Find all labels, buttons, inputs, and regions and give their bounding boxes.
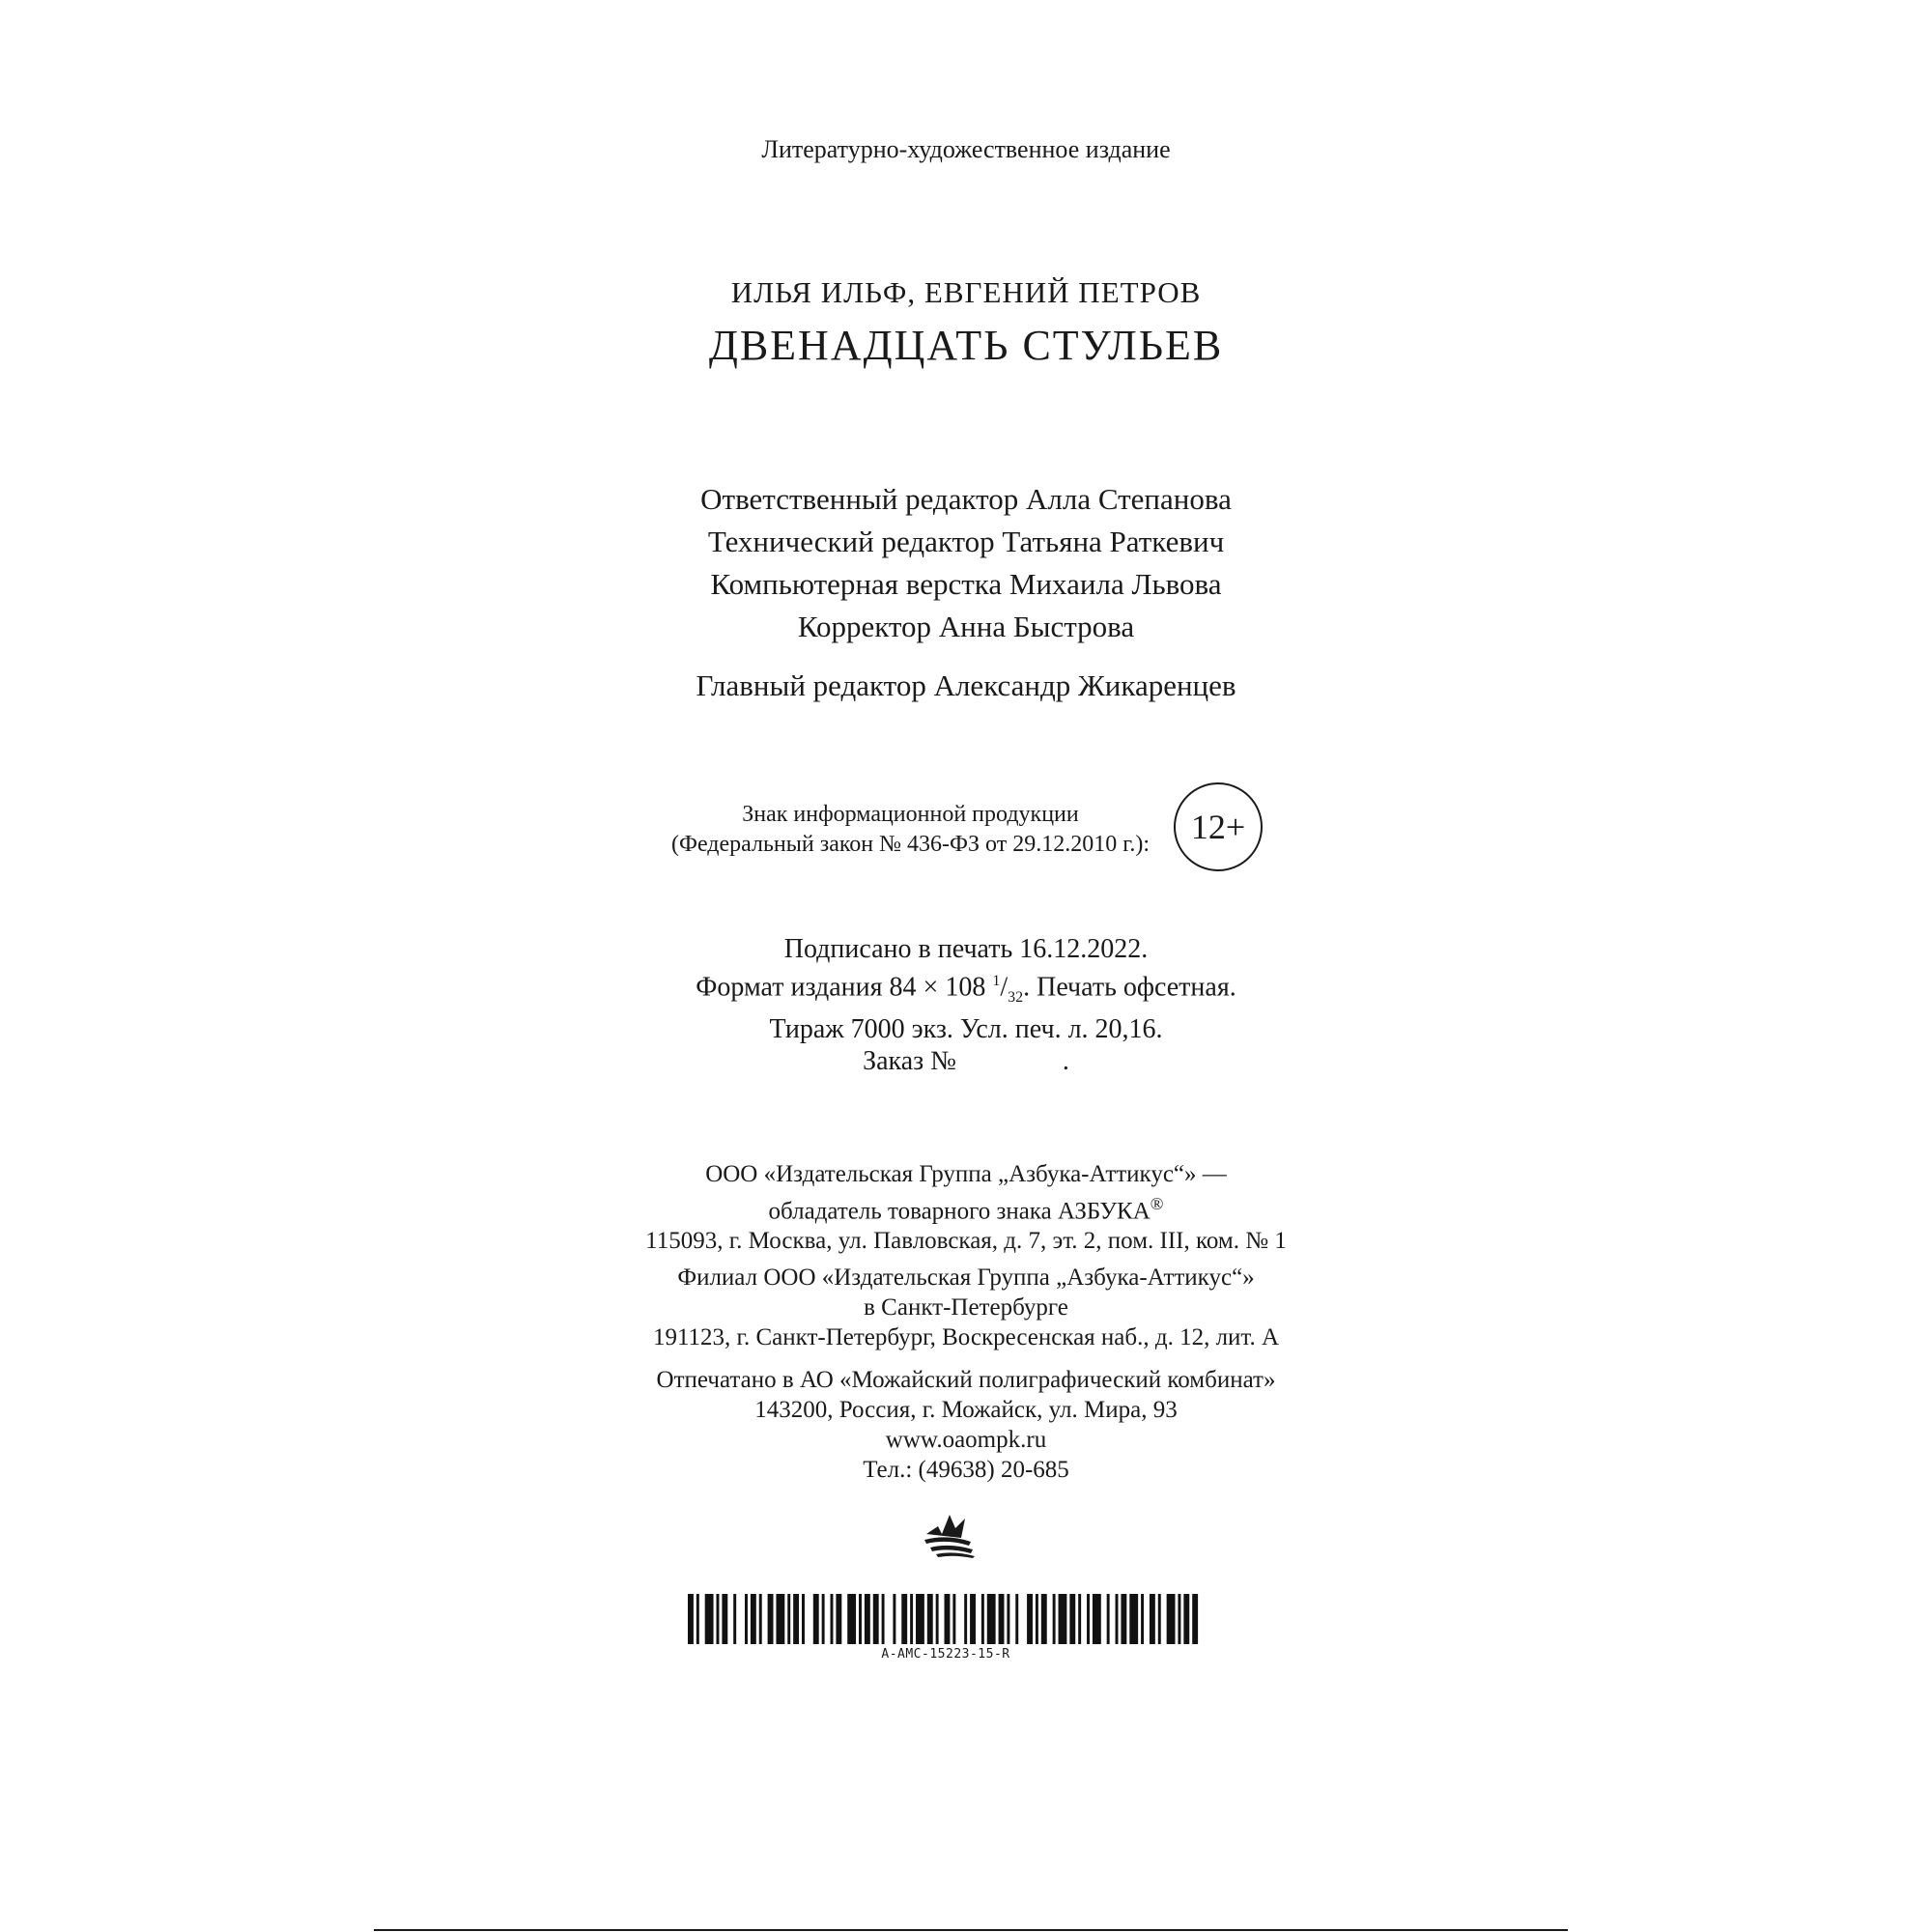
printer-info bbox=[0, 1365, 1932, 1485]
book-title bbox=[0, 321, 1932, 370]
chief-editor bbox=[0, 668, 1932, 703]
barcode bbox=[688, 1594, 1204, 1662]
format-denominator: 32 bbox=[1008, 988, 1024, 1006]
age-rating-label-line1: Знак информационной продукции bbox=[742, 802, 1079, 827]
chief-editor-text: Главный редактор Александр Жикаренцев bbox=[696, 668, 1236, 702]
publisher-info bbox=[0, 1159, 1932, 1256]
format-line: Формат издания 84 × 108 $^1/_{32}$. Печать офсетная. bbox=[696, 972, 1236, 1006]
branch-address: 191123, г. Санкт-Петербург, Воскресенская наб., д. 12, лит. А bbox=[652, 1324, 1280, 1350]
credit-proofreader: Корректор Анна Быстрова bbox=[797, 610, 1135, 643]
registered-mark: ® bbox=[1150, 1194, 1164, 1213]
branch-city: в Санкт-Петербурге bbox=[864, 1294, 1068, 1321]
publisher-logo-icon bbox=[923, 1505, 977, 1559]
book-authors bbox=[0, 275, 1932, 310]
printer-phone: Тел.: (49638) 20-685 bbox=[863, 1457, 1069, 1483]
signed-date: Подписано в печать 16.12.2022. bbox=[783, 934, 1149, 964]
publisher-address: 115093, г. Москва, ул. Павловская, д. 7, эт. 2, пом. III, ком. № 1 bbox=[645, 1228, 1287, 1255]
credit-layout: Компьютерная верстка Михаила Львова bbox=[710, 567, 1222, 601]
age-rating-section bbox=[0, 782, 1932, 879]
run-line: Тираж 7000 экз. Усл. печ. л. 20,16. bbox=[769, 1013, 1163, 1044]
age-rating-label bbox=[671, 800, 1150, 860]
credit-responsible-editor: Ответственный редактор Алла Степанова bbox=[700, 482, 1232, 516]
credit-technical-editor: Технический редактор Татьяна Раткевич bbox=[707, 525, 1225, 558]
print-info bbox=[0, 933, 1932, 1077]
printer-address: 143200, Россия, г. Можайск, ул. Мира, 93 bbox=[754, 1397, 1178, 1423]
age-rating-badge: 12+ bbox=[1174, 782, 1263, 871]
branch-name: Филиал ООО «Издательская Группа „Азбука-Аттикус“» bbox=[677, 1264, 1255, 1291]
edition-type bbox=[0, 135, 1932, 164]
authors-text: ИЛЬЯ ИЛЬФ, ЕВГЕНИЙ ПЕТРОВ bbox=[730, 275, 1202, 309]
publisher-name: ООО «Издательская Группа „Азбука-Аттикус“» — bbox=[705, 1161, 1227, 1187]
branch-info bbox=[0, 1263, 1932, 1352]
printer-name: Отпечатано в АО «Можайский полиграфический комбинат» bbox=[656, 1367, 1276, 1393]
barcode-bars bbox=[688, 1594, 1204, 1644]
order-line bbox=[0, 1045, 1932, 1077]
order-label: Заказ № bbox=[863, 1045, 956, 1076]
publisher-trademark bbox=[0, 1189, 1932, 1226]
book-title-text: ДВЕНАДЦАТЬ СТУЛЬЕВ bbox=[708, 322, 1224, 369]
printer-website: www.oaompk.ru bbox=[885, 1427, 1047, 1453]
order-end: . bbox=[1062, 1045, 1069, 1076]
age-rating-label-line2: (Федеральный закон № 436-ФЗ от 29.12.2010 г.): bbox=[670, 832, 1150, 857]
format-suffix: . Печать офсетная. bbox=[1023, 972, 1236, 1003]
credits-list bbox=[0, 478, 1932, 648]
barcode-label: A-AMC-15223-15-R bbox=[881, 1647, 1010, 1662]
edition-type-text: Литературно-художественное издание bbox=[761, 135, 1171, 163]
format-numerator: 1 bbox=[992, 973, 1001, 989]
bottom-rule bbox=[374, 1929, 1568, 1931]
format-prefix: Формат издания 84 × 108 bbox=[696, 972, 993, 1003]
publisher-trademark-text: обладатель товарного знака АЗБУКА bbox=[768, 1198, 1151, 1225]
